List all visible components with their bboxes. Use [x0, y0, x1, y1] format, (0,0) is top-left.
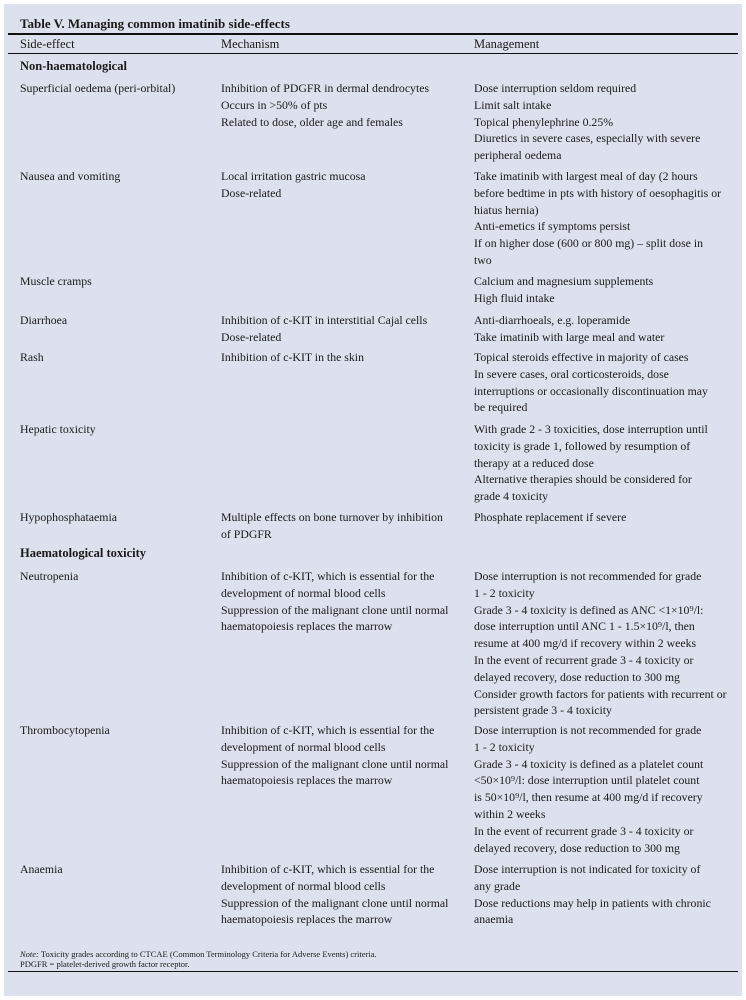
management-line: delayed recovery, dose reduction to 300 mg: [474, 840, 680, 855]
management-cell: [474, 421, 742, 505]
management-line: Anti-diarrhoeals, e.g. loperamide: [474, 313, 631, 327]
management-line: therapy at a reduced dose: [474, 455, 594, 470]
top-rule: [8, 33, 738, 35]
management-line: Calcium and magnesium supplements: [474, 274, 654, 288]
mechanism-line: Suppression of the malignant clone until normal: [221, 895, 449, 910]
mechanism-line: Inhibition of c-KIT, which is essential for the: [221, 569, 435, 583]
management-line: If on higher dose (600 or 800 mg) – split dose in: [474, 236, 704, 251]
management-line: 1 - 2 toxicity: [474, 585, 535, 600]
management-line: Dose interruption is not indicated for toxicity of: [474, 862, 701, 876]
management-line: Grade 3 - 4 toxicity is defined as ANC <1×10⁹/l:: [474, 602, 704, 617]
management-cell: [474, 509, 742, 526]
management-line: Anti-emetics if symptoms persist: [474, 219, 631, 234]
mechanism-cell: [221, 312, 471, 346]
management-cell: [474, 168, 742, 269]
mechanism-cell: [221, 722, 471, 789]
column-header-mechanism: Mechanism: [221, 37, 280, 51]
management-line: Limit salt intake: [474, 97, 552, 112]
management-line: two: [474, 252, 492, 267]
section-heading: Haematological toxicity: [20, 546, 147, 560]
header-rule: [8, 53, 738, 54]
management-line: Take imatinib with large meal and water: [474, 329, 665, 344]
mechanism-cell: [221, 861, 471, 928]
mechanism-line: Inhibition of PDGFR in dermal dendrocytes: [221, 81, 430, 95]
side-effect-cell: Nausea and vomiting: [20, 169, 121, 183]
management-line: peripheral oedema: [474, 148, 562, 163]
side-effect-cell: Muscle cramps: [20, 274, 92, 288]
mechanism-line: Inhibition of c-KIT in the skin: [221, 350, 364, 364]
note-line-2: PDGFR = platelet-derived growth factor receptor.: [20, 959, 190, 969]
management-line: In severe cases, oral corticosteroids, dose: [474, 366, 669, 381]
management-line: Dose interruption seldom required: [474, 81, 637, 95]
management-line: be required: [474, 400, 528, 415]
mechanism-line: Inhibition of c-KIT in interstitial Cajal cells: [221, 313, 428, 327]
note-text: Toxicity grades according to CTCAE (Common Terminology Criteria for Adverse Events) criteria.: [38, 949, 377, 959]
mechanism-line: Inhibition of c-KIT, which is essential for the: [221, 723, 435, 737]
management-line: any grade: [474, 878, 521, 893]
side-effect-cell: Neutropenia: [20, 569, 79, 583]
mechanism-cell: [221, 349, 471, 366]
side-effect-cell: Thrombocytopenia: [20, 723, 110, 737]
mechanism-cell: [221, 568, 471, 635]
management-line: interruptions or occasionally discontinuation may: [474, 383, 708, 398]
management-line: In the event of recurrent grade 3 - 4 toxicity or: [474, 823, 694, 838]
mechanism-line: Suppression of the malignant clone until normal: [221, 602, 449, 617]
mechanism-cell: [221, 80, 471, 130]
management-line: Take imatinib with largest meal of day (2 hours: [474, 169, 698, 183]
mechanism-line: Dose-related: [221, 185, 282, 200]
management-line: Diuretics in severe cases, especially with severe: [474, 131, 701, 146]
mechanism-line: Suppression of the malignant clone until normal: [221, 756, 449, 771]
side-effect-cell: Hepatic toxicity: [20, 422, 96, 436]
note-label: Note:: [20, 949, 39, 959]
management-line: is 50×10⁹/l, then resume at 400 mg/d if recovery: [474, 790, 703, 805]
mechanism-line: development of normal blood cells: [221, 585, 386, 600]
management-line: Dose interruption is not recommended for grade: [474, 569, 702, 583]
mechanism-line: Occurs in >50% of pts: [221, 97, 328, 112]
management-cell: [474, 722, 742, 856]
side-effect-cell: Superficial oedema (peri-orbital): [20, 81, 176, 95]
management-line: High fluid intake: [474, 290, 555, 305]
management-cell: [474, 273, 742, 307]
side-effect-cell: Hypophosphataemia: [20, 510, 117, 524]
management-cell: [474, 80, 742, 164]
mechanism-line: Multiple effects on bone turnover by inhibition: [221, 510, 443, 524]
management-line: <50×10⁹/l: dose interruption until platelet count: [474, 773, 700, 788]
management-line: Topical steroids effective in majority of cases: [474, 350, 689, 364]
management-line: In the event of recurrent grade 3 - 4 toxicity or: [474, 652, 694, 667]
management-line: Consider growth factors for patients with recurrent or: [474, 686, 727, 701]
mechanism-line: of PDGFR: [221, 526, 272, 541]
management-line: dose interruption until ANC 1 - 1.5×10⁹/l, then: [474, 619, 695, 634]
management-cell: [474, 861, 742, 928]
management-line: hiatus hernia): [474, 202, 539, 217]
management-line: Grade 3 - 4 toxicity is defined as a platelet count: [474, 756, 704, 771]
management-line: With grade 2 - 3 toxicities, dose interruption until: [474, 422, 708, 436]
management-line: delayed recovery, dose reduction to 300 mg: [474, 669, 680, 684]
management-line: before bedtime in pts with history of oesophagitis or: [474, 185, 722, 200]
side-effect-cell: Anaemia: [20, 862, 63, 876]
section-heading: Non-haematological: [20, 59, 127, 73]
mechanism-line: Related to dose, older age and females: [221, 114, 403, 129]
column-header-side-effect: Side-effect: [20, 37, 75, 51]
side-effect-cell: Diarrhoea: [20, 313, 68, 327]
management-line: Dose interruption is not recommended for grade: [474, 723, 702, 737]
mechanism-line: development of normal blood cells: [221, 878, 386, 893]
table-note: [20, 949, 377, 969]
mechanism-line: Inhibition of c-KIT, which is essential for the: [221, 862, 435, 876]
management-line: Phosphate replacement if severe: [474, 510, 627, 524]
mechanism-line: haematopoiesis replaces the marrow: [221, 619, 393, 634]
management-line: persistent grade 3 - 4 toxicity: [474, 703, 612, 718]
management-cell: [474, 312, 742, 346]
management-line: Topical phenylephrine 0.25%: [474, 114, 614, 129]
mechanism-line: haematopoiesis replaces the marrow: [221, 912, 393, 927]
management-cell: [474, 568, 742, 719]
mechanism-cell: [221, 509, 471, 543]
management-line: resume at 400 mg/d if recovery within 2 weeks: [474, 636, 697, 651]
mechanism-line: Dose-related: [221, 329, 282, 344]
table-title: Table V. Managing common imatinib side-effects: [20, 16, 290, 31]
management-line: Alternative therapies should be considered for: [474, 472, 692, 487]
management-line: 1 - 2 toxicity: [474, 739, 535, 754]
management-line: within 2 weeks: [474, 806, 546, 821]
mechanism-line: haematopoiesis replaces the marrow: [221, 773, 393, 788]
bottom-rule: [8, 971, 738, 972]
mechanism-cell: [221, 168, 471, 202]
management-line: Dose reductions may help in patients with chronic: [474, 895, 711, 910]
management-line: grade 4 toxicity: [474, 489, 549, 504]
side-effect-cell: Rash: [20, 350, 44, 364]
management-line: toxicity is grade 1, followed by resumption of: [474, 438, 691, 453]
mechanism-line: development of normal blood cells: [221, 739, 386, 754]
management-line: anaemia: [474, 912, 514, 927]
management-cell: [474, 349, 742, 416]
column-header-management: Management: [474, 37, 540, 51]
mechanism-line: Local irritation gastric mucosa: [221, 169, 366, 183]
